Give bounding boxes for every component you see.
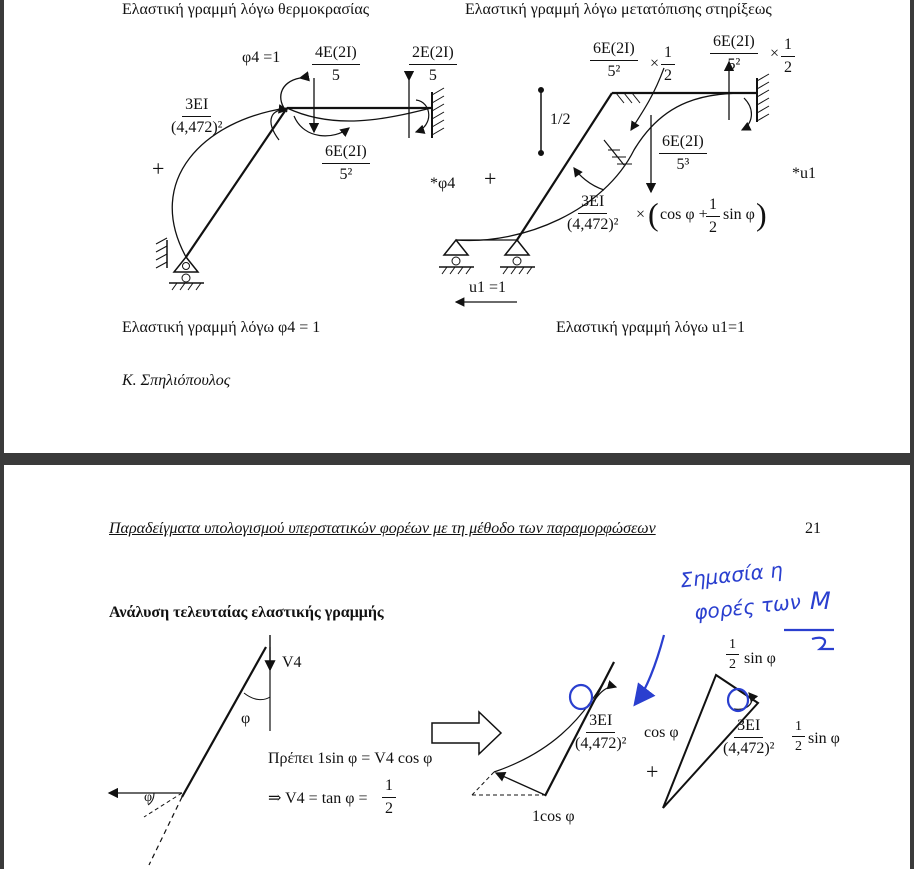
half-a: $\frac{1}{2}$ <box>661 44 675 84</box>
page-1 <box>4 0 910 453</box>
frac-2E2I: $\frac{2E(2I)}{5}$ <box>409 44 457 84</box>
frac-6E2I-c: $\frac{6E(2I)}{\text{5³}}$ <box>659 133 707 173</box>
star-u1: *u1 <box>792 165 816 182</box>
paren-close: ) <box>756 196 767 232</box>
equation-1: Πρέπει 1sin φ = V4 cos φ <box>268 750 433 767</box>
handwritten-line-1: Σημασία η <box>679 557 784 593</box>
paren-open: ( <box>648 196 659 232</box>
plus-middle: + <box>484 166 497 191</box>
frac-3EI-b: $\frac{3EI}{\text{(4,472)²}}$ <box>723 717 775 757</box>
equation-2: ⇒ V4 = tan φ = <box>268 790 368 807</box>
top-half: $\frac{1}{2}$ <box>726 637 739 673</box>
times-c: × <box>636 206 646 223</box>
page2-drawings <box>4 465 910 869</box>
v4-label: V4 <box>282 654 302 671</box>
cos-a: cos φ <box>644 724 679 741</box>
caption-left: Ελαστική γραμμή λόγω φ4 = 1 <box>122 319 321 336</box>
plus-2: + <box>646 759 659 784</box>
one-cos: 1cos φ <box>532 808 575 825</box>
half-label: 1/2 <box>550 111 571 128</box>
cos-part: cos φ + <box>660 206 708 223</box>
frac-6E2I-left: $\frac{6E(2I)}{\text{5²}}$ <box>322 143 370 183</box>
times-b: × <box>770 45 780 62</box>
author: Κ. Σπηλιόπουλος <box>122 372 231 389</box>
page-number: 21 <box>805 520 821 537</box>
frac-3EI-a: $\frac{3EI}{\text{(4,472)²}}$ <box>575 712 627 752</box>
star-phi4: *φ4 <box>430 175 456 192</box>
plus-left: + <box>152 156 165 181</box>
frac-3EI-right: $\frac{3EI}{\text{(4,472)²}}$ <box>567 193 619 233</box>
phi4-label: φ4 =1 <box>242 49 281 66</box>
half-c: $\frac{1}{2}$ <box>706 196 720 236</box>
frac-3EI-left: $\frac{3EI}{\text{(4,472)²}}$ <box>171 96 223 136</box>
sin-part: sin φ <box>723 206 755 223</box>
frac-6E2I-b: $\frac{6E(2I)}{\text{5²}}$ <box>710 33 758 73</box>
times-a: × <box>650 55 660 72</box>
caption-right: Ελαστική γραμμή λόγω u1=1 <box>556 319 746 336</box>
title-right: Ελαστική γραμμή λόγω μετατόπισης στηρίξεως <box>465 1 772 18</box>
half-b: $\frac{1}{2}$ <box>781 36 795 76</box>
handwritten-line-2: φορές των <box>693 589 802 625</box>
handwritten-M: M <box>810 587 831 615</box>
half-b2: $\frac{1}{2}$ <box>792 719 805 755</box>
top-sin: sin φ <box>744 650 776 667</box>
title-left: Ελαστική γραμμή λόγω θερμοκρασίας <box>122 1 370 18</box>
eq2-frac: $\frac{1}{2}$ <box>382 777 396 817</box>
running-header: Παραδείγματα υπολογισμού υπερστατικών φορέων με τη μέθοδο των παραμορφώσεων <box>109 520 656 537</box>
page-2 <box>4 465 910 869</box>
u1-label: u1 =1 <box>469 279 507 296</box>
frac-6E2I-a: $\frac{6E(2I)}{\text{5²}}$ <box>590 40 638 80</box>
section-title: Ανάλυση τελευταίας ελαστικής γραμμής <box>109 604 384 621</box>
phi-label-2: φ <box>144 790 153 805</box>
phi-label-1: φ <box>241 710 251 727</box>
sin-b: sin φ <box>808 730 840 747</box>
frac-4E2I: $\frac{4E(2I)}{5}$ <box>312 44 360 84</box>
